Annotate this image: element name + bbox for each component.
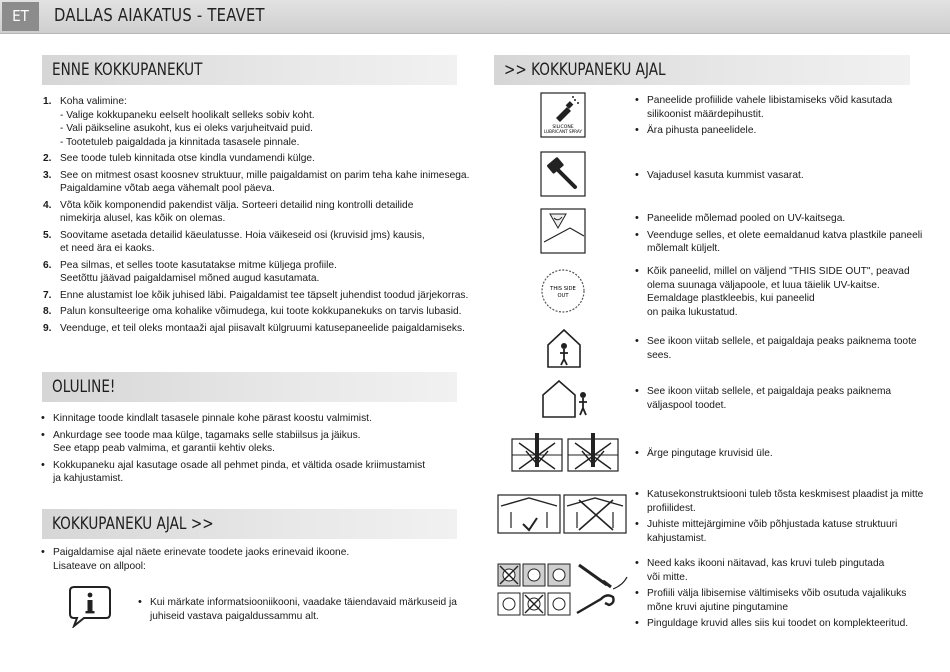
- step-text: Veenduge, et teil oleks montaaži ajal piisavalt külgruumi katusepaneelide paigaldamiseks.: [60, 322, 465, 334]
- step-text: See on mitmest osast koosnev struktuur, mille paigaldamist on parim teha kahe inimesega.: [60, 169, 470, 181]
- section-header-during-right: [494, 55, 910, 85]
- step-text: Võta kõik komponendid pakendist välja. Sorteeri detailid ning kontrolli detailide: [60, 199, 414, 211]
- important-text: • Ankurdage see toode maa külge, tagamaks selle stabiilsus ja jäikus.: [53, 429, 361, 441]
- step-text: Palun konsulteerige oma kohalike võimudega, kui toote kokkupanekuks on tarvis lubasid.: [60, 306, 462, 317]
- section-title-during-left: KOKKUPANEKU AJAL >>: [52, 514, 214, 534]
- step-text: Koha valimine:: [60, 96, 127, 107]
- row-bullet: • Juhiste mittejärgimine võib põhjustada katuse struktuuri kahjustamist.: [635, 518, 915, 545]
- row-text: [635, 94, 915, 141]
- icon-row-screw-over: [495, 431, 915, 475]
- row-bullet: • Vajadusel kasuta kummist vasarat.: [635, 169, 915, 183]
- step-item: [43, 259, 463, 286]
- step-text: Enne alustamist loe kõik juhised läbi. Paigaldamist tee täpselt juhendist toodud järjekorras.: [60, 289, 469, 301]
- icon-row-roof: [495, 488, 924, 544]
- step-text: - Vali päikseline asukoht, kus ei oleks varjuheitvaid puid.: [60, 123, 313, 134]
- important-text: • Kinnitage toode kindlalt tasasele pinnale kohe pärast koostu valmimist.: [53, 413, 372, 424]
- info-note: • Kui märkate informatsiooniikooni, vaadake täiendavaid märkuseid ja juhiseid vastava paigaldussammu alt.: [138, 596, 458, 623]
- step-text: Seetõttu jäävad paigaldamisel mõned augud kasutamata.: [60, 273, 320, 284]
- row-bullet: • Kõik paneelid, millel on väljend "THIS SIDE OUT", peavad olema suunaga väljapoole, et luua täielik UV-kaitse. Eemaldage plastkleebis, kui paneelid on paika lukustatud.: [635, 265, 915, 319]
- icon-row-screw-tighten: [495, 557, 915, 637]
- important-text: • Kokkupaneku ajal kasutage osade all pehmet pinda, et vältida osade kriimustamist: [53, 459, 426, 471]
- icon-row-mallet: [495, 151, 915, 201]
- important-block: [41, 412, 461, 489]
- during-intro-block: [41, 546, 461, 576]
- screw-tighten-icon: [497, 563, 632, 619]
- step-item: [43, 305, 463, 319]
- row-bullet: • Paneelide profiilide vahele libistamiseks võid kasutada silikoonist määrdepihustit.: [635, 94, 915, 121]
- important-text: ja kahjustamist.: [53, 473, 124, 484]
- important-text: See etapp peab valmima, et garantii kehtiv oleks.: [53, 443, 275, 454]
- step-item: [43, 322, 463, 336]
- row-text: [635, 557, 915, 634]
- step-number: 4.: [43, 199, 52, 211]
- installer-outside-icon: [540, 379, 592, 419]
- step-number: 6.: [43, 259, 52, 271]
- step-item: [43, 95, 463, 149]
- step-text: Soovitame asetada detailid käeulatusse. Hoia väikeseid osi (kruvisid jms) kausis,: [60, 229, 425, 241]
- language-badge: ET: [2, 2, 39, 31]
- step-text: et need ära ei kaoks.: [60, 243, 155, 254]
- row-text: [635, 169, 915, 186]
- row-bullet: • Veenduge selles, et olete eemaldanud katva plastkile paneeli mõlemalt küljelt.: [635, 229, 915, 256]
- step-text: Pea silmas, et selles toote kasutatakse mitme küljega profiile.: [60, 259, 337, 271]
- before-steps-block: [43, 95, 470, 338]
- during-intro-item: • Paigaldamise ajal näete erinevate toodete jaoks erinevaid ikoone. Lisateave on allpool:: [41, 546, 461, 573]
- icon-row-spray: [495, 90, 915, 140]
- section-title-during-right: >> KOKKUPANEKU AJAL: [504, 60, 666, 80]
- section-title-before: ENNE KOKKUPANEKUT: [52, 60, 203, 80]
- info-icon: [68, 584, 112, 628]
- rubber-mallet-icon: [540, 151, 586, 197]
- document-title: DALLAS AIAKATUS - TEAVET: [54, 5, 265, 26]
- step-number: 7.: [43, 289, 52, 301]
- row-text: [635, 335, 915, 365]
- step-item: [43, 152, 463, 166]
- top-bar: [0, 0, 950, 34]
- step-text: Paigaldamine võtab aega vähemalt pool päeva.: [60, 183, 275, 194]
- row-bullet: • Pinguldage kruvid alles siis kui toodet on komplekteeritud.: [635, 617, 915, 631]
- section-title-important: OLULINE!: [52, 377, 116, 397]
- silicone-spray-icon: [540, 92, 586, 138]
- row-text: [635, 447, 915, 464]
- roof-support-icon: [497, 494, 627, 534]
- row-bullet: • See ikoon viitab sellele, et paigaldaja peaks paiknema toote sees.: [635, 335, 915, 362]
- step-item: [43, 169, 470, 196]
- row-bullet: • Ärge pingutage kruvisid üle.: [635, 447, 915, 461]
- row-text: [635, 385, 915, 415]
- row-bullet: • Profiili välja libisemise vältimiseks võib osutuda vajalikuks mõne kruvi ajutine pingutamine: [635, 587, 915, 614]
- important-item: [41, 459, 461, 486]
- section-header-during-left: [42, 509, 457, 539]
- important-list: [41, 412, 461, 486]
- important-item: [41, 429, 461, 456]
- step-number: 5.: [43, 229, 52, 241]
- row-text: [635, 265, 915, 322]
- section-header-before: [42, 55, 457, 85]
- row-bullet: • Katusekonstruktsiooni tuleb tõsta keskmisest plaadist ja mitte profiilidest.: [635, 488, 915, 515]
- installer-inside-icon: [545, 327, 583, 369]
- icon-row-inside: [495, 327, 915, 371]
- row-bullet: • Ära pihusta paneelidele.: [635, 124, 915, 138]
- step-number: 1.: [43, 96, 52, 107]
- screw-overtighten-icon: [511, 431, 619, 473]
- section-header-important: [42, 372, 457, 402]
- row-bullet: • Need kaks ikooni näitavad, kas kruvi tuleb pingutada või mitte.: [635, 557, 915, 584]
- step-text: - Tootetuleb paigaldada ja kinnitada tasasele pinnale.: [60, 136, 300, 148]
- row-bullet: • See ikoon viitab sellele, et paigaldaja peaks paiknema väljaspool toodet.: [635, 385, 915, 412]
- icon-row-film: [495, 208, 923, 258]
- before-steps-list: [43, 95, 470, 335]
- icon-row-this-side-out: [495, 265, 915, 323]
- step-number: 3.: [43, 169, 52, 181]
- step-item: [43, 199, 463, 226]
- this-side-out-icon: [540, 268, 586, 314]
- step-text: - Valige kokkupaneku eelselt hoolikalt selleks sobiv koht.: [60, 109, 315, 121]
- panel-film-icon: [540, 208, 586, 254]
- step-text: See toode tuleb kinnitada otse kindla vundamendi külge.: [60, 153, 315, 164]
- info-note-block: [138, 596, 458, 626]
- spray-label-1: SILICONE: [552, 125, 574, 130]
- sticker-label-1: THIS SIDE: [550, 286, 576, 292]
- important-item: [41, 412, 461, 426]
- step-text: nimekirja alusel, kas kõik on olemas.: [60, 213, 226, 224]
- icon-row-outside: [495, 379, 915, 423]
- row-bullet: • Paneelide mõlemad pooled on UV-kaitsega.: [635, 212, 915, 226]
- step-number: 9.: [43, 322, 52, 334]
- step-item: [43, 289, 469, 303]
- sticker-label-2: OUT: [557, 293, 569, 299]
- step-number: 8.: [43, 306, 52, 317]
- row-text: [635, 212, 923, 259]
- spray-label-2: LUBRICANT SPRAY: [543, 129, 583, 134]
- row-text: [635, 488, 924, 548]
- step-item: [43, 229, 463, 256]
- step-number: 2.: [43, 153, 52, 164]
